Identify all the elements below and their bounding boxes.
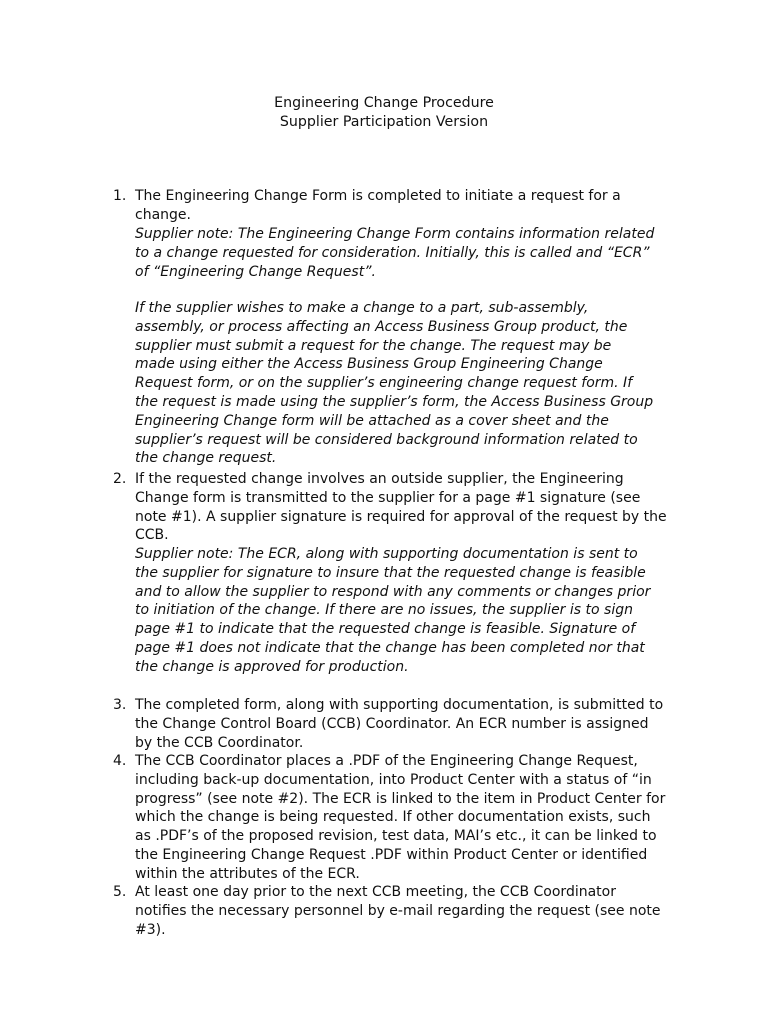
step-number: 3. [113, 697, 127, 713]
step-number: 2. [113, 471, 127, 487]
step-number: 4. [113, 753, 127, 769]
document-header [0, 94, 768, 132]
step-text: The CCB Coordinator places a .PDF of the Engineering Change Request, including back-up documentation, into Product Center with a status of “in progress” (see note #2). The ECR is linked to the item in Product Center for which the change is being requested. If other documentation exists, such as .PDF’s of the proposed revision, test data, MAI’s etc., it can be linked to the Engineering Change Request .PDF within Product Center or identified within the attributes of the ECR. [135, 753, 666, 882]
procedure-step-5 [113, 883, 673, 939]
document-subtitle: Supplier Participation Version [279, 114, 489, 130]
step-number: 1. [113, 188, 127, 204]
step-text: At least one day prior to the next CCB meeting, the CCB Coordinator notifies the necessary personnel by e-mail regarding the request (see note #3). [135, 884, 661, 938]
step-number: 5. [113, 884, 127, 900]
supplier-note-1: Supplier note: The Engineering Change Form contains information related to a change requested for consideration. Initially, this is called and “ECR” of “Engineering Change Request”. [135, 226, 655, 280]
supplier-paragraph: If the supplier wishes to make a change to a part, sub-assembly, assembly, or process affecting an Access Business Group product, the supplier must submit a request for the change. The request may be made using either the Access Business Group Engineering Change Request form, or on the supplier’s engineering change request form. If the request is made using the supplier’s form, the Access Business Group Engineering Change form will be attached as a cover sheet and the supplier’s request will be considered background information related to the change request. [135, 300, 654, 467]
step-text: The completed form, along with supporting documentation, is submitted to the Change Control Board (CCB) Coordinator. An ECR number is assigned by the CCB Coordinator. [135, 697, 664, 751]
supplier-note-2: Supplier note: The ECR, along with supporting documentation is sent to the supplier for signature to insure that the requested change is feasible and to allow the supplier to respond with any comments or changes prior to initiation of the change. If there are no issues, the supplier is to sign page #1 to indicate that the requested change is feasible. Signature of page #1 does not indicate that the change has been completed nor that the change is approved for production. [135, 546, 651, 675]
procedure-step-4 [113, 752, 673, 884]
procedure-step-3 [113, 696, 673, 752]
document-title: Engineering Change Procedure [274, 95, 494, 111]
procedure-step-1 [113, 187, 673, 225]
procedure-step-2 [113, 470, 673, 545]
step-text: The Engineering Change Form is completed to initiate a request for a change. [135, 188, 621, 223]
step-text: If the requested change involves an outside supplier, the Engineering Change form is transmitted to the supplier for a page #1 signature (see note #1). A supplier signature is required for approval of the request by the CCB. [135, 471, 667, 544]
